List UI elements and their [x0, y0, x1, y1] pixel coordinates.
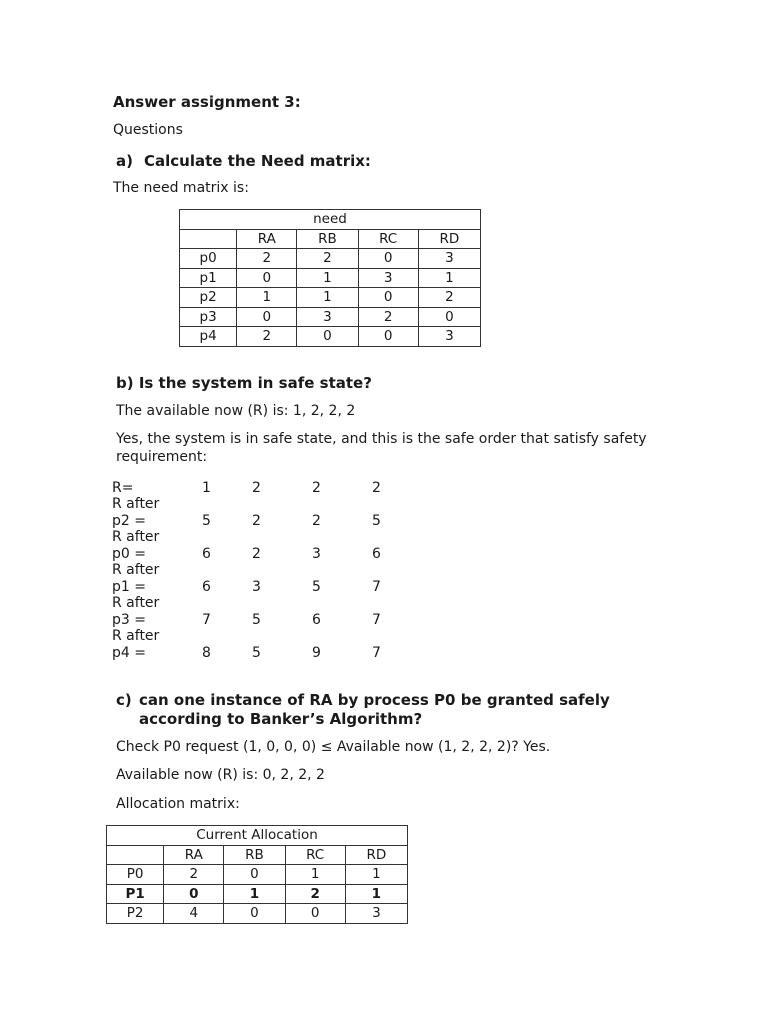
- need-caption: need: [180, 210, 481, 230]
- sequence-label-prefix: R after: [112, 496, 160, 512]
- allocation-header-cell: RB: [224, 845, 285, 865]
- need-header-cell: [180, 229, 237, 249]
- need-cell: 3: [297, 307, 358, 327]
- sequence-label-prefix: R after: [112, 562, 160, 578]
- safe-answer-line2: requirement:: [116, 449, 208, 465]
- need-cell: 0: [237, 307, 297, 327]
- need-header-row: [180, 229, 481, 249]
- need-table: [179, 209, 481, 347]
- need-cell: p3: [180, 307, 237, 327]
- need-cell: 0: [297, 327, 358, 347]
- need-cell: p1: [180, 268, 237, 288]
- need-cell: 2: [237, 249, 297, 269]
- sequence-label: p1 =: [112, 579, 146, 595]
- sequence-value: 8: [202, 645, 211, 661]
- sequence-value: 3: [312, 546, 321, 562]
- need-cell: 2: [418, 288, 480, 308]
- need-cell: 0: [358, 288, 418, 308]
- allocation-header-cell: RA: [164, 845, 224, 865]
- sequence-label-prefix: R after: [112, 628, 160, 644]
- available-now-b: The available now (R) is: 1, 2, 2, 2: [116, 403, 356, 419]
- sequence-label: p0 =: [112, 546, 146, 562]
- sequence-value: 2: [312, 480, 321, 496]
- allocation-header-cell: RC: [285, 845, 345, 865]
- need-cell: 0: [358, 249, 418, 269]
- need-cell: 1: [418, 268, 480, 288]
- allocation-cell: 2: [285, 884, 345, 904]
- sequence-value: 5: [312, 579, 321, 595]
- allocation-table: [106, 825, 408, 924]
- section-a-marker: a): [116, 152, 133, 170]
- allocation-cell: P2: [107, 904, 164, 924]
- table-row: [180, 327, 481, 347]
- allocation-cell: 1: [224, 884, 285, 904]
- need-cell: 0: [358, 327, 418, 347]
- sequence-value: 6: [312, 612, 321, 628]
- available-now-c: Available now (R) is: 0, 2, 2, 2: [116, 767, 325, 783]
- need-header-cell: RA: [237, 229, 297, 249]
- need-cell: 3: [358, 268, 418, 288]
- allocation-cell: 1: [345, 884, 407, 904]
- need-intro: The need matrix is:: [113, 180, 249, 196]
- sequence-value: 5: [252, 612, 261, 628]
- allocation-header-cell: [107, 845, 164, 865]
- sequence-value: 1: [202, 480, 211, 496]
- sequence-value: 6: [372, 546, 381, 562]
- table-row: [180, 307, 481, 327]
- sequence-label: p2 =: [112, 513, 146, 529]
- allocation-label: Allocation matrix:: [116, 796, 240, 812]
- allocation-cell: 0: [285, 904, 345, 924]
- questions-label: Questions: [113, 122, 183, 138]
- need-cell: 0: [237, 268, 297, 288]
- table-row: [107, 904, 408, 924]
- table-row-highlighted: [107, 884, 408, 904]
- sequence-value: 7: [202, 612, 211, 628]
- sequence-value: 2: [372, 480, 381, 496]
- sequence-value: 5: [372, 513, 381, 529]
- need-cell: 0: [418, 307, 480, 327]
- need-cell: 2: [297, 249, 358, 269]
- sequence-value: 2: [252, 513, 261, 529]
- need-cell: 1: [297, 268, 358, 288]
- sequence-label: p4 =: [112, 645, 146, 661]
- need-cell: 3: [418, 249, 480, 269]
- allocation-cell: 0: [224, 865, 285, 885]
- sequence-value: 2: [252, 546, 261, 562]
- sequence-value: 7: [372, 579, 381, 595]
- allocation-cell: 4: [164, 904, 224, 924]
- table-row: [180, 249, 481, 269]
- need-caption-row: [180, 210, 481, 230]
- sequence-label-prefix: R after: [112, 595, 160, 611]
- need-cell: 2: [358, 307, 418, 327]
- need-cell: 3: [418, 327, 480, 347]
- allocation-cell: 3: [345, 904, 407, 924]
- need-header-cell: RD: [418, 229, 480, 249]
- section-c-marker: c): [116, 691, 132, 709]
- allocation-cell: 0: [224, 904, 285, 924]
- page-title: Answer assignment 3:: [113, 93, 301, 111]
- need-cell: 1: [237, 288, 297, 308]
- sequence-value: 2: [252, 480, 261, 496]
- allocation-cell: P0: [107, 865, 164, 885]
- allocation-cell: 1: [345, 865, 407, 885]
- table-row: [107, 865, 408, 885]
- table-row: [180, 288, 481, 308]
- sequence-value: 7: [372, 645, 381, 661]
- allocation-cell: P1: [107, 884, 164, 904]
- need-cell: p2: [180, 288, 237, 308]
- allocation-header-cell: RD: [345, 845, 407, 865]
- allocation-cell: 1: [285, 865, 345, 885]
- sequence-value: 3: [252, 579, 261, 595]
- allocation-cell: 2: [164, 865, 224, 885]
- need-cell: p4: [180, 327, 237, 347]
- section-c-heading-line2: according to Banker’s Algorithm?: [139, 710, 423, 728]
- section-c-heading-line1: can one instance of RA by process P0 be granted safely: [139, 691, 610, 709]
- sequence-label-prefix: R after: [112, 529, 160, 545]
- safe-answer-line1: Yes, the system is in safe state, and this is the safe order that satisfy safety: [116, 431, 647, 447]
- sequence-value: 6: [202, 579, 211, 595]
- need-cell: 1: [297, 288, 358, 308]
- section-b-heading: b) Is the system in safe state?: [116, 374, 372, 392]
- section-a-heading: Calculate the Need matrix:: [144, 152, 371, 170]
- sequence-value: 7: [372, 612, 381, 628]
- need-cell: p0: [180, 249, 237, 269]
- need-header-cell: RB: [297, 229, 358, 249]
- sequence-label: p3 =: [112, 612, 146, 628]
- allocation-cell: 0: [164, 884, 224, 904]
- allocation-header-row: [107, 845, 408, 865]
- sequence-value: 2: [312, 513, 321, 529]
- sequence-value: 5: [252, 645, 261, 661]
- sequence-value: 9: [312, 645, 321, 661]
- need-header-cell: RC: [358, 229, 418, 249]
- allocation-caption: Current Allocation: [107, 826, 408, 846]
- request-check: Check P0 request (1, 0, 0, 0) ≤ Available now (1, 2, 2, 2)? Yes.: [116, 739, 551, 755]
- sequence-value: 5: [202, 513, 211, 529]
- table-row: [180, 268, 481, 288]
- sequence-value: 6: [202, 546, 211, 562]
- allocation-caption-row: [107, 826, 408, 846]
- need-cell: 2: [237, 327, 297, 347]
- sequence-label: R=: [112, 480, 134, 496]
